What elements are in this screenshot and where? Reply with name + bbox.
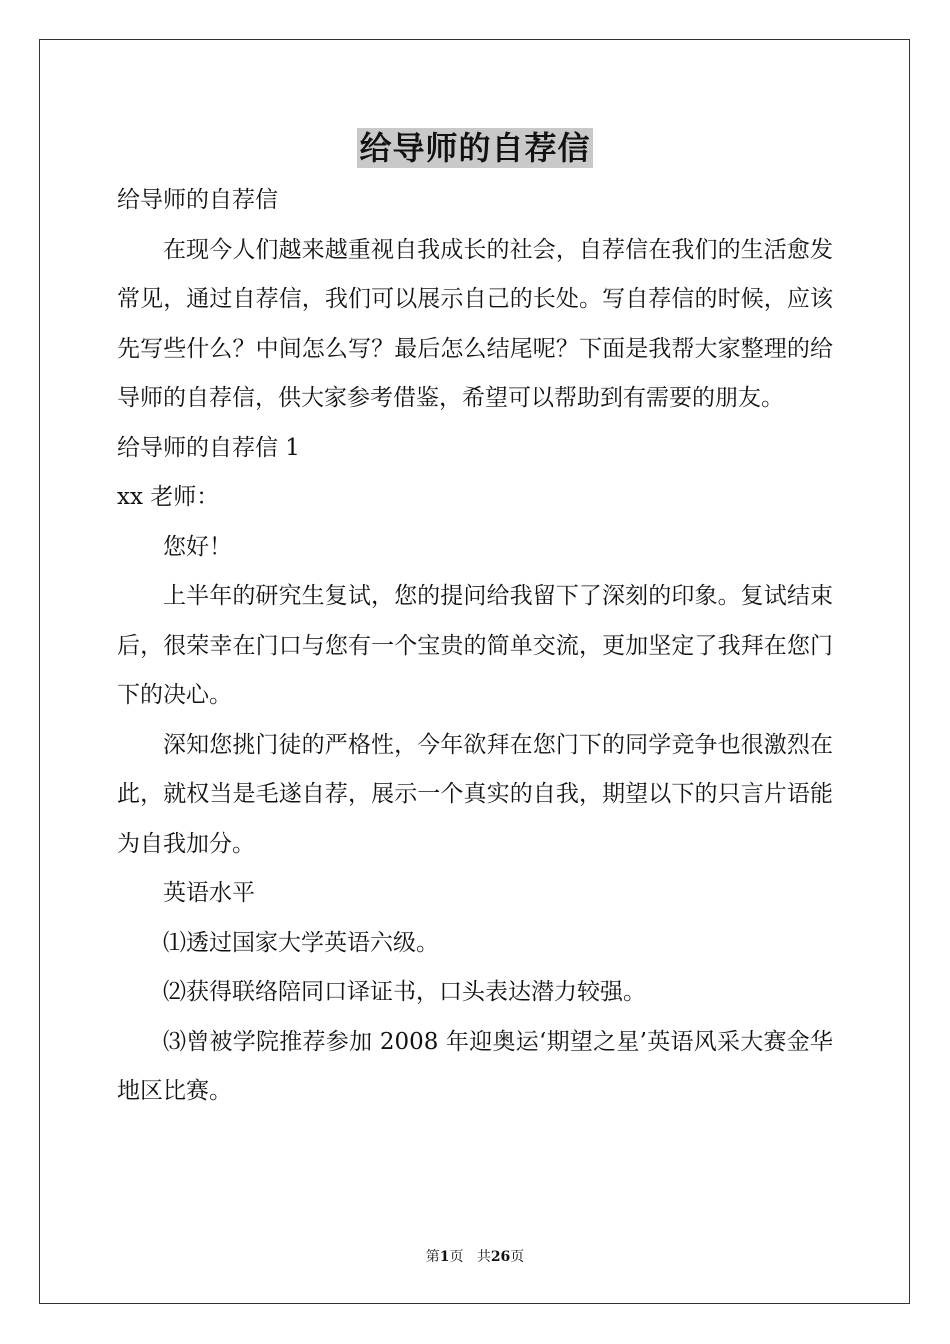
- footer-total-prefix: 共: [476, 1249, 491, 1265]
- greeting: 您好！: [163, 533, 232, 560]
- subtitle-line: 给导师的自荐信: [117, 187, 278, 213]
- body-paragraph-1: 上半年的研究生复试，您的提问给我留下了深刻的印象。复试结束后，很荣幸在门口与您有一个宝贵的简单交流，更加坚定了我拜在您门下的决心。: [117, 583, 833, 708]
- footer-page-suffix: 页: [449, 1249, 464, 1265]
- salutation: xx 老师：: [117, 484, 220, 510]
- document-title: 给导师的自荐信: [359, 129, 591, 167]
- body-paragraph-2: 深知您挑门徒的严格性，今年欲拜在您门下的同学竞争也很激烈在此，就权当是毛遂自荐，展示一个真实的自我，期望以下的只言片语能为自我加分。: [117, 731, 833, 857]
- list-item-3: ⑶曾被学院推荐参加 2008 年迎奥运‘期望之星’英语风采大赛金华地区比赛。: [117, 1028, 833, 1104]
- page-footer: [0, 1248, 950, 1266]
- section-heading-english: 英语水平: [163, 880, 255, 906]
- letter-heading: 给导师的自荐信 1: [117, 434, 300, 461]
- total-page-count: 26: [490, 1249, 511, 1265]
- current-page-number: 1: [439, 1249, 450, 1265]
- list-item-2: ⑵获得联络陪同口译证书，口头表达潜力较强。: [163, 979, 646, 1005]
- footer-total-suffix: 页: [510, 1249, 525, 1265]
- list-item-1: ⑴透过国家大学英语六级。: [163, 929, 439, 956]
- title-container: [0, 128, 950, 168]
- footer-prefix: 第: [425, 1249, 440, 1265]
- document-body: [117, 176, 833, 1117]
- intro-paragraph: 在现今人们越来越重视自我成长的社会，自荐信在我们的生活愈发常见，通过自荐信，我们可以展示自己的长处。写自荐信的时候，应该先写些什么？中间怎么写？最后怎么结尾呢？下面是我帮大家整理的给导师的自荐信，供大家参考借鉴，希望可以帮助到有需要的朋友。: [117, 236, 833, 411]
